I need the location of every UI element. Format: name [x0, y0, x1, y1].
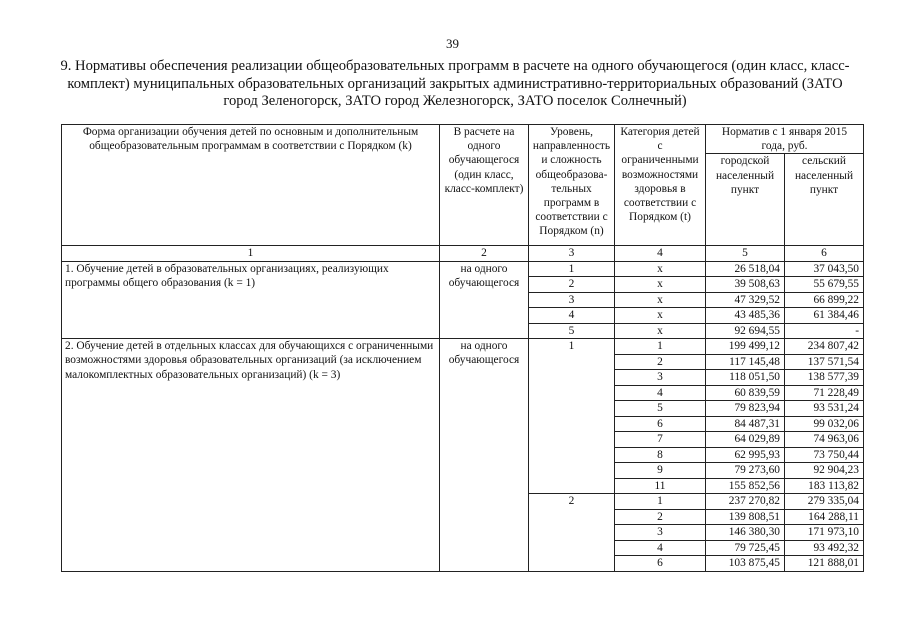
- category-cell: 3: [615, 370, 706, 386]
- rural-value: 71 228,49: [785, 385, 864, 401]
- urban-value: 47 329,52: [706, 292, 785, 308]
- rural-value: 37 043,50: [785, 261, 864, 277]
- category-cell: 4: [615, 540, 706, 556]
- urban-value: 155 852,56: [706, 478, 785, 494]
- category-cell: 1: [615, 339, 706, 355]
- rural-value: 137 571,54: [785, 354, 864, 370]
- urban-value: 26 518,04: [706, 261, 785, 277]
- urban-value: 79 823,94: [706, 401, 785, 417]
- table-row: [62, 261, 864, 277]
- urban-value: 117 145,48: [706, 354, 785, 370]
- urban-value: 84 487,31: [706, 416, 785, 432]
- column-number-row: [62, 246, 864, 261]
- section2-form: 2. Обучение детей в отдельных классах для обучающихся с ограниченными возможностями здоровья образовательных организаций (за исключением малокомплектных образовательных организаций) (k = 3): [62, 339, 440, 572]
- rural-value: -: [785, 323, 864, 339]
- category-cell: 7: [615, 432, 706, 448]
- urban-value: 139 808,51: [706, 509, 785, 525]
- header-rural: сельский населенный пункт: [785, 154, 864, 246]
- category-cell: х: [615, 292, 706, 308]
- category-cell: х: [615, 277, 706, 293]
- urban-value: 62 995,93: [706, 447, 785, 463]
- category-cell: 9: [615, 463, 706, 479]
- category-cell: 5: [615, 401, 706, 417]
- rural-value: 279 335,04: [785, 494, 864, 510]
- category-cell: 2: [615, 354, 706, 370]
- level-cell: 1: [529, 339, 615, 494]
- urban-value: 64 029,89: [706, 432, 785, 448]
- norms-table: [61, 124, 864, 572]
- category-cell: х: [615, 323, 706, 339]
- category-cell: 2: [615, 509, 706, 525]
- category-cell: 11: [615, 478, 706, 494]
- level-cell: 5: [529, 323, 615, 339]
- category-cell: 1: [615, 494, 706, 510]
- column-number: 6: [785, 246, 864, 261]
- urban-value: 103 875,45: [706, 556, 785, 572]
- section1-form: 1. Обучение детей в образовательных организациях, реализующих программы общего образования (k = 1): [62, 261, 440, 339]
- page-number: 39: [446, 36, 459, 51]
- rural-value: 74 963,06: [785, 432, 864, 448]
- header-norm: Норматив с 1 января 2015 года, руб.: [706, 125, 864, 154]
- header-level: Уровень, направленность и сложность общеобразова-тельных программ в соответствии с Порядком (n): [529, 125, 615, 246]
- urban-value: 39 508,63: [706, 277, 785, 293]
- urban-value: 92 694,55: [706, 323, 785, 339]
- header-form: Форма организации обучения детей по основным и дополнительным общеобразовательным программам в соответствии с Порядком (k): [62, 125, 440, 246]
- column-number: 2: [440, 246, 529, 261]
- urban-value: 79 725,45: [706, 540, 785, 556]
- column-number: 4: [615, 246, 706, 261]
- rural-value: 93 492,32: [785, 540, 864, 556]
- rural-value: 183 113,82: [785, 478, 864, 494]
- level-cell: 2: [529, 494, 615, 572]
- urban-value: 146 380,30: [706, 525, 785, 541]
- category-cell: х: [615, 261, 706, 277]
- urban-value: 43 485,36: [706, 308, 785, 324]
- table-row: [62, 339, 864, 355]
- section1-per: на одного обучающегося: [440, 261, 529, 339]
- norms-table-body: [62, 125, 864, 572]
- level-cell: 2: [529, 277, 615, 293]
- urban-value: 237 270,82: [706, 494, 785, 510]
- rural-value: 73 750,44: [785, 447, 864, 463]
- rural-value: 138 577,39: [785, 370, 864, 386]
- rural-value: 164 288,11: [785, 509, 864, 525]
- rural-value: 66 899,22: [785, 292, 864, 308]
- column-number: 3: [529, 246, 615, 261]
- rural-value: 93 531,24: [785, 401, 864, 417]
- column-number: 1: [62, 246, 440, 261]
- category-cell: 6: [615, 416, 706, 432]
- urban-value: 79 273,60: [706, 463, 785, 479]
- level-cell: 1: [529, 261, 615, 277]
- section2-per: на одного обучающегося: [440, 339, 529, 572]
- urban-value: 118 051,50: [706, 370, 785, 386]
- category-cell: 6: [615, 556, 706, 572]
- level-cell: 3: [529, 292, 615, 308]
- rural-value: 171 973,10: [785, 525, 864, 541]
- rural-value: 92 904,23: [785, 463, 864, 479]
- rural-value: 61 384,46: [785, 308, 864, 324]
- header-category: Категория детей с ограниченными возможностями здоровья в соответствии с Порядком (t): [615, 125, 706, 246]
- rural-value: 55 679,55: [785, 277, 864, 293]
- rural-value: 234 807,42: [785, 339, 864, 355]
- column-number: 5: [706, 246, 785, 261]
- norms-table-container: [61, 124, 863, 569]
- category-cell: 8: [615, 447, 706, 463]
- rural-value: 121 888,01: [785, 556, 864, 572]
- header-per: В расчете на одного обучающегося (один класс, класс-комплект): [440, 125, 529, 246]
- level-cell: 4: [529, 308, 615, 324]
- category-cell: 4: [615, 385, 706, 401]
- document-title: 9. Нормативы обеспечения реализации общеобразовательных программ в расчете на одного обучающегося (один класс, класс-комплект) муниципальных образовательных организаций закрытых административно-территориальных образований (ЗАТО город Зеленогорск, ЗАТО город Железногорск, ЗАТО поселок Солнечный): [60, 58, 850, 109]
- urban-value: 199 499,12: [706, 339, 785, 355]
- urban-value: 60 839,59: [706, 385, 785, 401]
- rural-value: 99 032,06: [785, 416, 864, 432]
- header-urban: городской населенный пункт: [706, 154, 785, 246]
- category-cell: 3: [615, 525, 706, 541]
- category-cell: х: [615, 308, 706, 324]
